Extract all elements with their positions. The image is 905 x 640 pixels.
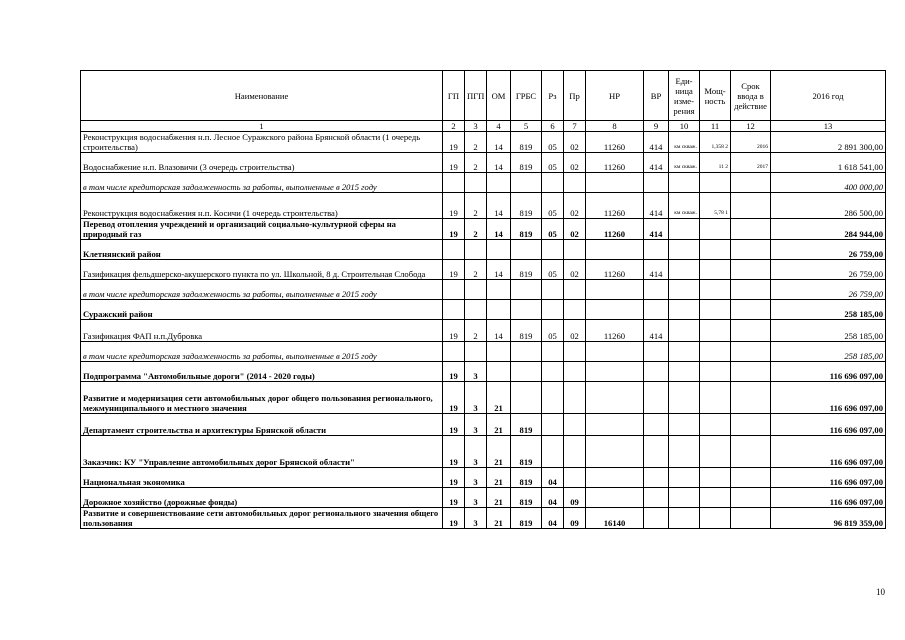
cell-pr: 02	[564, 153, 586, 173]
cell-np	[586, 362, 644, 382]
col-header-unit: Еди-ница изме-рения	[669, 71, 700, 121]
cell-pgp: 3	[465, 362, 487, 382]
cell-rz	[542, 362, 564, 382]
cell-vr: 414	[644, 193, 669, 219]
table-body	[81, 121, 886, 529]
cell-om	[487, 342, 511, 362]
index-cell: 6	[542, 121, 564, 132]
col-header-name: Наименование	[81, 71, 443, 121]
cell-gp: 19	[443, 468, 465, 488]
index-cell: 1	[81, 121, 443, 132]
col-header-np: НР	[586, 71, 644, 121]
cell-amount: 258 185,00	[771, 342, 886, 362]
cell-pr: 09	[564, 508, 586, 529]
cell-pr: 02	[564, 260, 586, 280]
cell-np	[586, 173, 644, 193]
cell-term	[731, 508, 771, 529]
cell-np	[586, 414, 644, 436]
cell-amount: 258 185,00	[771, 300, 886, 320]
cell-gp: 19	[443, 488, 465, 508]
cell-amount: 400 000,00	[771, 173, 886, 193]
cell-np: 11260	[586, 219, 644, 240]
cell-pr: 02	[564, 193, 586, 219]
cell-rz: 05	[542, 153, 564, 173]
cell-amount: 96 819 359,00	[771, 508, 886, 529]
cell-name: Подпрограмма "Автомобильные дороги" (2014 - 2020 годы)	[81, 362, 443, 382]
table-row	[81, 260, 886, 280]
col-header-om: ОМ	[487, 71, 511, 121]
cell-name: в том числе кредиторская задолженность за работы, выполненные в 2015 году	[81, 280, 443, 300]
cell-np	[586, 488, 644, 508]
cell-np: 11260	[586, 320, 644, 342]
col-header-year: 2016 год	[771, 71, 886, 121]
table-row	[81, 300, 886, 320]
cell-om: 21	[487, 436, 511, 468]
cell-gp: 19	[443, 219, 465, 240]
cell-pgp	[465, 300, 487, 320]
cell-name: Клетнянский район	[81, 240, 443, 260]
col-header-pr: Пр	[564, 71, 586, 121]
cell-pgp: 2	[465, 219, 487, 240]
cell-np: 16140	[586, 508, 644, 529]
cell-rz: 04	[542, 488, 564, 508]
cell-gp: 19	[443, 436, 465, 468]
cell-power	[700, 219, 731, 240]
cell-vr: 414	[644, 260, 669, 280]
cell-vr: 414	[644, 320, 669, 342]
cell-np: 11260	[586, 193, 644, 219]
table-row	[81, 508, 886, 529]
cell-vr	[644, 280, 669, 300]
cell-power	[700, 468, 731, 488]
cell-grbs	[511, 240, 542, 260]
cell-power	[700, 436, 731, 468]
cell-name: Суражский район	[81, 300, 443, 320]
table-row	[81, 382, 886, 414]
col-header-grbs: ГРБС	[511, 71, 542, 121]
table-header	[81, 71, 886, 121]
column-index-row	[81, 121, 886, 132]
cell-rz: 04	[542, 508, 564, 529]
cell-term	[731, 219, 771, 240]
cell-rz	[542, 414, 564, 436]
cell-name: Реконструкция водоснабжения н.п. Лесное Суражского района Брянской области (1 очередь строительства)	[81, 132, 443, 153]
cell-vr	[644, 342, 669, 362]
cell-power	[700, 342, 731, 362]
cell-om	[487, 240, 511, 260]
cell-vr: 414	[644, 219, 669, 240]
cell-gp: 19	[443, 320, 465, 342]
cell-pgp: 2	[465, 260, 487, 280]
cell-grbs: 819	[511, 193, 542, 219]
table-row	[81, 436, 886, 468]
cell-om: 14	[487, 132, 511, 153]
cell-power	[700, 173, 731, 193]
cell-unit: км скваж.	[669, 153, 700, 173]
cell-om: 14	[487, 219, 511, 240]
cell-pgp: 3	[465, 436, 487, 468]
cell-om: 14	[487, 153, 511, 173]
cell-unit	[669, 362, 700, 382]
cell-pr: 09	[564, 488, 586, 508]
cell-term	[731, 173, 771, 193]
cell-pgp	[465, 173, 487, 193]
table-row	[81, 132, 886, 153]
cell-rz	[542, 173, 564, 193]
table-row	[81, 240, 886, 260]
cell-np	[586, 240, 644, 260]
cell-om: 14	[487, 193, 511, 219]
cell-term	[731, 260, 771, 280]
cell-gp: 19	[443, 132, 465, 153]
cell-power	[700, 414, 731, 436]
cell-gp	[443, 173, 465, 193]
table-row	[81, 153, 886, 173]
cell-term	[731, 362, 771, 382]
cell-power	[700, 300, 731, 320]
cell-term: 2016	[731, 132, 771, 153]
cell-rz	[542, 280, 564, 300]
cell-gp	[443, 300, 465, 320]
cell-name: Департамент строительства и архитектуры Брянской области	[81, 414, 443, 436]
cell-amount: 116 696 097,00	[771, 468, 886, 488]
cell-gp	[443, 280, 465, 300]
budget-table	[80, 70, 886, 529]
cell-name: Газификация ФАП н.п.Дубровка	[81, 320, 443, 342]
cell-pgp: 3	[465, 488, 487, 508]
cell-name: Развитие и модернизация сети автомобильных дорог общего пользования регионального, межмуниципального и местного значения	[81, 382, 443, 414]
cell-power	[700, 362, 731, 382]
cell-name: Заказчик: КУ "Управление автомобильных дорог Брянской области"	[81, 436, 443, 468]
cell-amount: 284 944,00	[771, 219, 886, 240]
cell-om: 21	[487, 508, 511, 529]
cell-unit	[669, 300, 700, 320]
col-header-pgp: ПГП	[465, 71, 487, 121]
table-row	[81, 173, 886, 193]
cell-gp	[443, 342, 465, 362]
cell-om	[487, 280, 511, 300]
cell-term	[731, 382, 771, 414]
cell-term	[731, 414, 771, 436]
cell-unit	[669, 488, 700, 508]
cell-amount: 2 891 300,00	[771, 132, 886, 153]
cell-pr	[564, 280, 586, 300]
cell-term: 2017	[731, 153, 771, 173]
cell-np	[586, 342, 644, 362]
cell-pgp	[465, 280, 487, 300]
cell-pr: 02	[564, 320, 586, 342]
cell-amount: 116 696 097,00	[771, 414, 886, 436]
cell-power	[700, 382, 731, 414]
cell-power	[700, 260, 731, 280]
cell-vr	[644, 240, 669, 260]
cell-pr	[564, 240, 586, 260]
cell-pr: 02	[564, 219, 586, 240]
cell-pr	[564, 300, 586, 320]
cell-term	[731, 436, 771, 468]
cell-gp: 19	[443, 153, 465, 173]
cell-pgp: 3	[465, 382, 487, 414]
cell-grbs	[511, 342, 542, 362]
cell-np: 11260	[586, 153, 644, 173]
index-cell: 8	[586, 121, 644, 132]
cell-grbs: 819	[511, 468, 542, 488]
cell-term	[731, 240, 771, 260]
cell-rz: 05	[542, 219, 564, 240]
cell-name: Перевод отопления учреждений и организаций социально-культурной сферы на природный газ	[81, 219, 443, 240]
cell-name: в том числе кредиторская задолженность за работы, выполненные в 2015 году	[81, 342, 443, 362]
cell-pgp: 3	[465, 414, 487, 436]
cell-amount: 116 696 097,00	[771, 488, 886, 508]
index-cell: 4	[487, 121, 511, 132]
cell-unit	[669, 280, 700, 300]
cell-gp: 19	[443, 362, 465, 382]
cell-pgp: 2	[465, 132, 487, 153]
cell-pr	[564, 468, 586, 488]
cell-vr	[644, 300, 669, 320]
cell-term	[731, 320, 771, 342]
cell-unit	[669, 468, 700, 488]
cell-grbs	[511, 300, 542, 320]
cell-om	[487, 300, 511, 320]
cell-unit	[669, 436, 700, 468]
cell-name: Реконструкция водоснабжения н.п. Косичи (1 очередь строительства)	[81, 193, 443, 219]
cell-om: 21	[487, 468, 511, 488]
index-cell: 10	[669, 121, 700, 132]
cell-term	[731, 193, 771, 219]
cell-rz: 05	[542, 193, 564, 219]
cell-grbs: 819	[511, 260, 542, 280]
table-row	[81, 414, 886, 436]
cell-vr	[644, 468, 669, 488]
cell-pr	[564, 173, 586, 193]
cell-grbs: 819	[511, 219, 542, 240]
table-row	[81, 320, 886, 342]
cell-pr	[564, 382, 586, 414]
cell-unit	[669, 414, 700, 436]
table-row	[81, 280, 886, 300]
cell-pr	[564, 436, 586, 468]
cell-rz	[542, 436, 564, 468]
cell-pgp: 2	[465, 320, 487, 342]
cell-om: 14	[487, 260, 511, 280]
cell-term	[731, 488, 771, 508]
cell-power: 5,78 1	[700, 193, 731, 219]
col-header-power: Мощ-ность	[700, 71, 731, 121]
cell-vr: 414	[644, 132, 669, 153]
cell-om	[487, 173, 511, 193]
page-number: 10	[876, 587, 885, 597]
cell-name: в том числе кредиторская задолженность за работы, выполненные в 2015 году	[81, 173, 443, 193]
cell-power: 1,358 2	[700, 132, 731, 153]
cell-power	[700, 240, 731, 260]
cell-gp: 19	[443, 508, 465, 529]
cell-np	[586, 280, 644, 300]
cell-vr	[644, 488, 669, 508]
cell-unit: км скваж.	[669, 132, 700, 153]
cell-unit	[669, 382, 700, 414]
cell-np	[586, 382, 644, 414]
cell-name: Водоснабжение н.п. Влазовичи (3 очередь строительства)	[81, 153, 443, 173]
table-row	[81, 193, 886, 219]
cell-unit	[669, 508, 700, 529]
cell-grbs	[511, 173, 542, 193]
cell-power	[700, 320, 731, 342]
table-row	[81, 362, 886, 382]
cell-om: 21	[487, 488, 511, 508]
cell-name: Дорожное хозяйство (дорожные фонды)	[81, 488, 443, 508]
index-cell: 11	[700, 121, 731, 132]
cell-grbs: 819	[511, 488, 542, 508]
cell-vr	[644, 173, 669, 193]
cell-name: Развитие и совершенствование сети автомобильных дорог регионального значения общего пользования	[81, 508, 443, 529]
cell-gp: 19	[443, 382, 465, 414]
cell-pr	[564, 414, 586, 436]
cell-amount: 286 500,00	[771, 193, 886, 219]
cell-unit	[669, 260, 700, 280]
cell-rz: 05	[542, 320, 564, 342]
index-cell: 12	[731, 121, 771, 132]
cell-amount: 26 759,00	[771, 260, 886, 280]
cell-vr	[644, 382, 669, 414]
cell-gp: 19	[443, 260, 465, 280]
cell-amount: 26 759,00	[771, 240, 886, 260]
index-cell: 3	[465, 121, 487, 132]
cell-term	[731, 342, 771, 362]
cell-rz: 05	[542, 132, 564, 153]
table-row	[81, 342, 886, 362]
index-cell: 13	[771, 121, 886, 132]
cell-om: 14	[487, 320, 511, 342]
cell-term	[731, 300, 771, 320]
cell-power: 11 2	[700, 153, 731, 173]
cell-om: 21	[487, 414, 511, 436]
cell-grbs: 819	[511, 436, 542, 468]
cell-vr	[644, 508, 669, 529]
cell-amount: 1 618 541,00	[771, 153, 886, 173]
cell-rz	[542, 382, 564, 414]
table-row	[81, 468, 886, 488]
cell-grbs: 819	[511, 414, 542, 436]
cell-pgp	[465, 240, 487, 260]
cell-pgp: 3	[465, 468, 487, 488]
cell-power	[700, 280, 731, 300]
cell-om	[487, 362, 511, 382]
cell-amount: 116 696 097,00	[771, 436, 886, 468]
col-header-term: Срок ввода в действие	[731, 71, 771, 121]
cell-vr: 414	[644, 153, 669, 173]
cell-grbs	[511, 362, 542, 382]
cell-om: 21	[487, 382, 511, 414]
cell-pr: 02	[564, 132, 586, 153]
cell-grbs: 819	[511, 320, 542, 342]
cell-pgp	[465, 342, 487, 362]
cell-grbs	[511, 382, 542, 414]
index-cell: 7	[564, 121, 586, 132]
cell-gp	[443, 240, 465, 260]
cell-pgp: 2	[465, 153, 487, 173]
cell-unit	[669, 320, 700, 342]
cell-pgp: 2	[465, 193, 487, 219]
cell-np	[586, 468, 644, 488]
cell-term	[731, 280, 771, 300]
cell-vr	[644, 436, 669, 468]
cell-np	[586, 300, 644, 320]
cell-unit	[669, 219, 700, 240]
cell-rz: 04	[542, 468, 564, 488]
cell-rz	[542, 300, 564, 320]
cell-pr	[564, 362, 586, 382]
cell-amount: 116 696 097,00	[771, 362, 886, 382]
cell-pr	[564, 342, 586, 362]
cell-np	[586, 436, 644, 468]
cell-name: Национальная экономика	[81, 468, 443, 488]
col-header-vr: ВР	[644, 71, 669, 121]
index-cell: 2	[443, 121, 465, 132]
cell-rz	[542, 240, 564, 260]
cell-unit: км скваж.	[669, 193, 700, 219]
col-header-rz: Рз	[542, 71, 564, 121]
cell-name: Газификация фельдшерско-акушерского пункта по ул. Школьной, 8 д. Строительная Слобода	[81, 260, 443, 280]
cell-unit	[669, 342, 700, 362]
col-header-gp: ГП	[443, 71, 465, 121]
cell-amount: 116 696 097,00	[771, 382, 886, 414]
cell-grbs: 819	[511, 508, 542, 529]
cell-vr	[644, 362, 669, 382]
cell-term	[731, 468, 771, 488]
cell-power	[700, 488, 731, 508]
cell-vr	[644, 414, 669, 436]
table-row	[81, 219, 886, 240]
cell-amount: 26 759,00	[771, 280, 886, 300]
cell-rz	[542, 342, 564, 362]
cell-unit	[669, 173, 700, 193]
cell-gp: 19	[443, 414, 465, 436]
index-cell: 5	[511, 121, 542, 132]
cell-amount: 258 185,00	[771, 320, 886, 342]
cell-grbs: 819	[511, 132, 542, 153]
cell-gp: 19	[443, 193, 465, 219]
cell-grbs: 819	[511, 153, 542, 173]
cell-unit	[669, 240, 700, 260]
cell-pgp: 3	[465, 508, 487, 529]
cell-np: 11260	[586, 260, 644, 280]
cell-rz: 05	[542, 260, 564, 280]
cell-np: 11260	[586, 132, 644, 153]
index-cell: 9	[644, 121, 669, 132]
cell-power	[700, 508, 731, 529]
table-row	[81, 488, 886, 508]
cell-grbs	[511, 280, 542, 300]
